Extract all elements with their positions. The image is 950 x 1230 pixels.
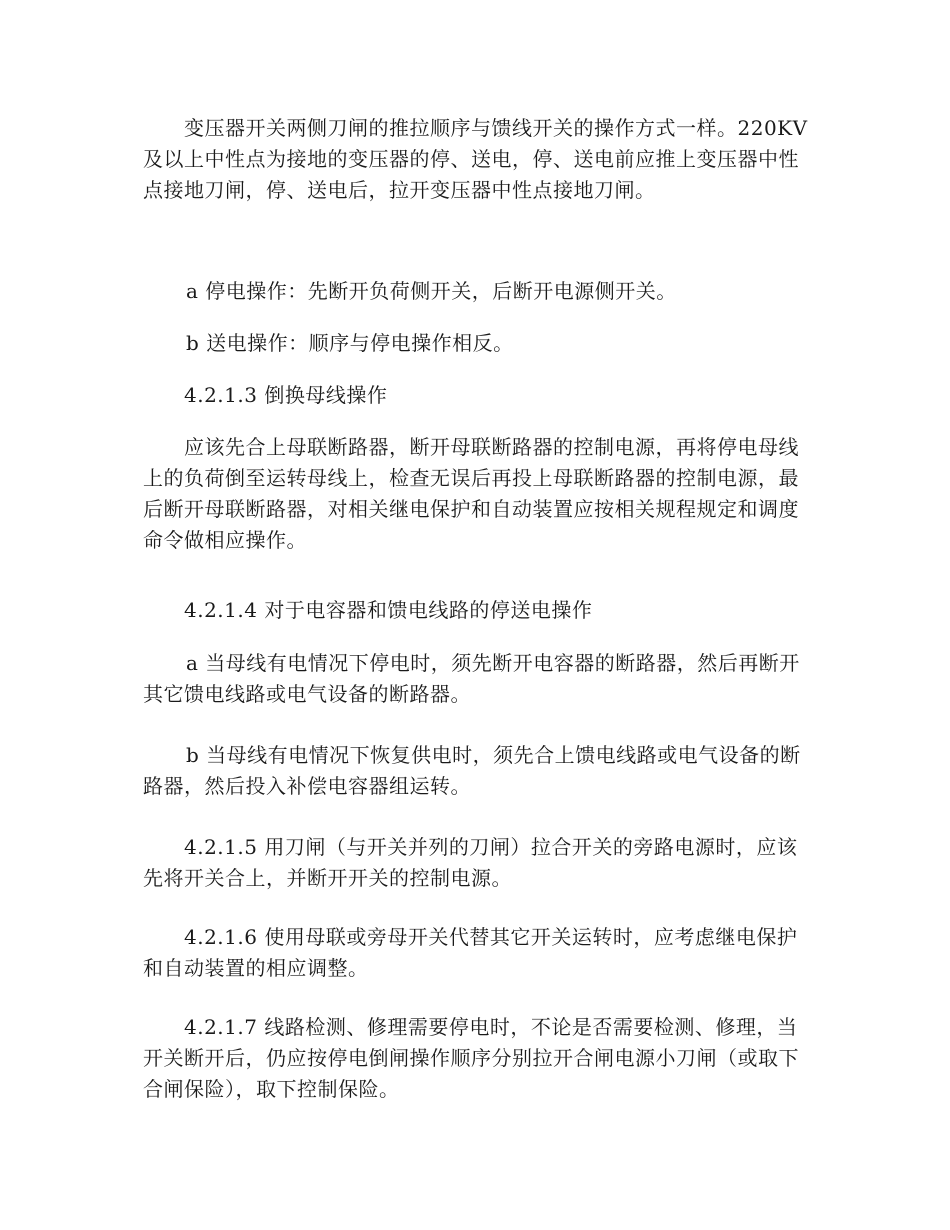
section-heading-4-2-1-5: 4.2.1.5 用刀闸（与开关并列的刀闸）拉合开关的旁路电源时，应该先将开关合上，并断开开关的控制电源。 bbox=[143, 835, 798, 890]
section-heading-4-2-1-6: 4.2.1.6 使用母联或旁母开关代替其它开关运转时，应考虑继电保护和自动装置的相应调整。 bbox=[143, 925, 798, 980]
paragraph-bus-switching: 应该先合上母联断路器，断开母联断路器的控制电源，再将停电母线上的负荷倒至运转母线上，检查无误后再投上母联断路器的控制电源，最后断开母联断路器，对相关继电保护和自动装置应按相关规程规定和调度命令做相应操作。 bbox=[143, 435, 799, 552]
paragraph-power-off-a: a 停电操作：先断开负荷侧开关，后断开电源侧开关。 bbox=[186, 279, 677, 303]
section-heading-4-2-1-4: 4.2.1.4 对于电容器和馈电线路的停送电操作 bbox=[184, 598, 593, 622]
paragraph-transformer-switch: 变压器开关两侧刀闸的推拉顺序与馈线开关的操作方式一样。220KV及以上中性点为接地的变压器的停、送电，停、送电前应推上变压器中性点接地刀闸，停、送电后，拉开变压器中性点接地刀闸。 bbox=[143, 116, 808, 202]
paragraph-capacitor-a: a 当母线有电情况下停电时，须先断开电容器的断路器，然后再断开其它馈电线路或电气设备的断路器。 bbox=[143, 651, 800, 706]
section-heading-4-2-1-3: 4.2.1.3 倒换母线操作 bbox=[184, 383, 388, 407]
section-heading-4-2-1-7: 4.2.1.7 线路检测、修理需要停电时，不论是否需要检测、修理，当开关断开后，仍应按停电倒闸操作顺序分别拉开合闸电源小刀闸（或取下合闸保险），取下控制保险。 bbox=[143, 1015, 799, 1101]
paragraph-power-on-b: b 送电操作：顺序与停电操作相反。 bbox=[186, 331, 514, 355]
paragraph-capacitor-b: b 当母线有电情况下恢复供电时，须先合上馈电线路或电气设备的断路器，然后投入补偿电容器组运转。 bbox=[143, 743, 801, 798]
